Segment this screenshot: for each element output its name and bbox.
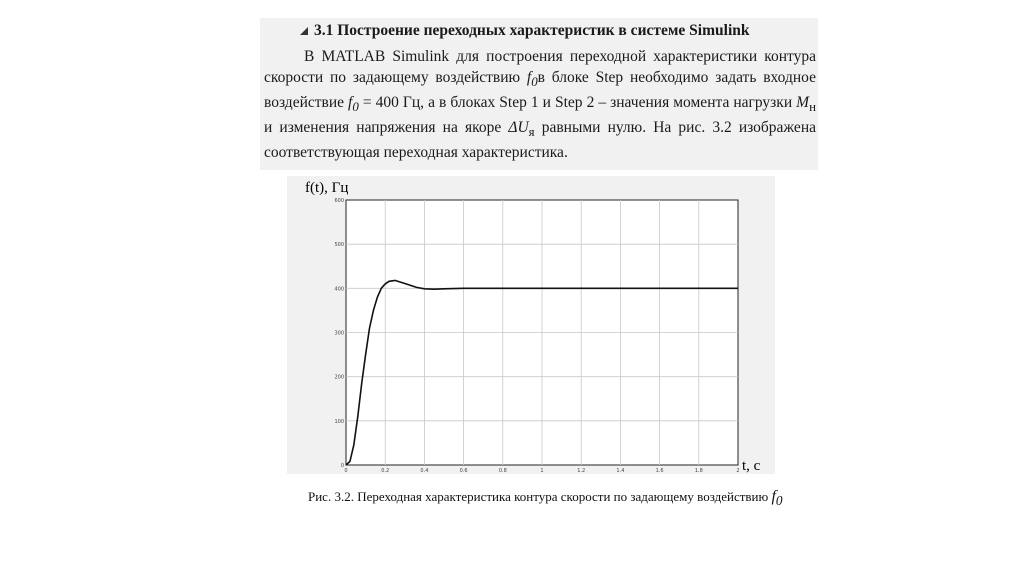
- du-letter: ΔU: [508, 119, 529, 137]
- y-tick-label: 600: [334, 198, 344, 204]
- y-tick-label: 0: [340, 463, 344, 469]
- f0-symbol: [526, 69, 538, 90]
- caption-sub: 0: [775, 493, 783, 509]
- x-tick-label: 0.8: [498, 468, 507, 474]
- section-heading: [264, 22, 816, 40]
- m-sub: н: [809, 99, 817, 115]
- x-tick-label: 0.2: [381, 468, 390, 474]
- body-paragraph: [264, 46, 816, 163]
- para-part-1: В MATLAB Simulink для построения переходной характеристики контура скорости по задающему воздействию: [264, 48, 816, 86]
- du-symbol: [508, 119, 528, 136]
- text-block: [260, 18, 818, 170]
- y-tick-label: 300: [334, 330, 344, 337]
- eq-symbol: [348, 94, 359, 115]
- eq-rest: = 400 Гц: [358, 94, 421, 112]
- eq-f: f: [348, 94, 353, 112]
- x-tick-label: 1.8: [694, 468, 703, 474]
- x-tick-label: 0.4: [420, 468, 429, 474]
- m-symbol: [796, 94, 809, 111]
- y-tick-label: 100: [334, 418, 344, 425]
- x-tick-label: 1: [540, 468, 544, 474]
- y-axis-label: f(t), Гц: [305, 180, 349, 196]
- plot-panel: [287, 176, 775, 474]
- f0-sub: 0: [531, 74, 538, 90]
- x-tick-label: 0: [344, 468, 348, 474]
- para-part-5: равными нулю. На рис. 3.2 изображена соответствующая переходная характеристика.: [264, 119, 816, 162]
- x-axis-label: t, с: [742, 458, 761, 474]
- section-heading-text: 3.1 Построение переходных характеристик в системе Simulink: [314, 22, 750, 39]
- m-letter: M: [796, 94, 810, 112]
- x-tick-label: 2: [736, 468, 740, 474]
- para-part-2: в блоке Step необходимо задать входное воздействие: [264, 69, 816, 112]
- step-response-chart: [287, 176, 775, 474]
- x-tick-label: 0.6: [459, 468, 468, 474]
- caption-text: Рис. 3.2. Переходная характеристика контура скорости по задающему воздействию: [308, 489, 772, 504]
- x-tick-label: 1.2: [577, 468, 586, 474]
- x-tick-label: 1.6: [655, 468, 664, 474]
- y-tick-label: 400: [334, 286, 344, 293]
- f0-f: f: [526, 69, 532, 86]
- du-sub: я: [528, 124, 535, 140]
- para-part-3: , а в блоках Step 1 и Step 2 – значения момента нагрузки: [420, 94, 797, 112]
- para-part-4: и изменения напряжения на якоре: [264, 119, 509, 137]
- caption-f0: [771, 488, 783, 509]
- y-tick-label: 200: [334, 374, 344, 381]
- caption-f: f: [771, 488, 776, 505]
- y-tick-label: 500: [334, 242, 344, 249]
- figure-caption: [308, 488, 783, 509]
- eq-sub: 0: [352, 99, 359, 115]
- x-tick-label: 1.4: [616, 468, 625, 474]
- collapse-triangle-icon[interactable]: [300, 27, 308, 35]
